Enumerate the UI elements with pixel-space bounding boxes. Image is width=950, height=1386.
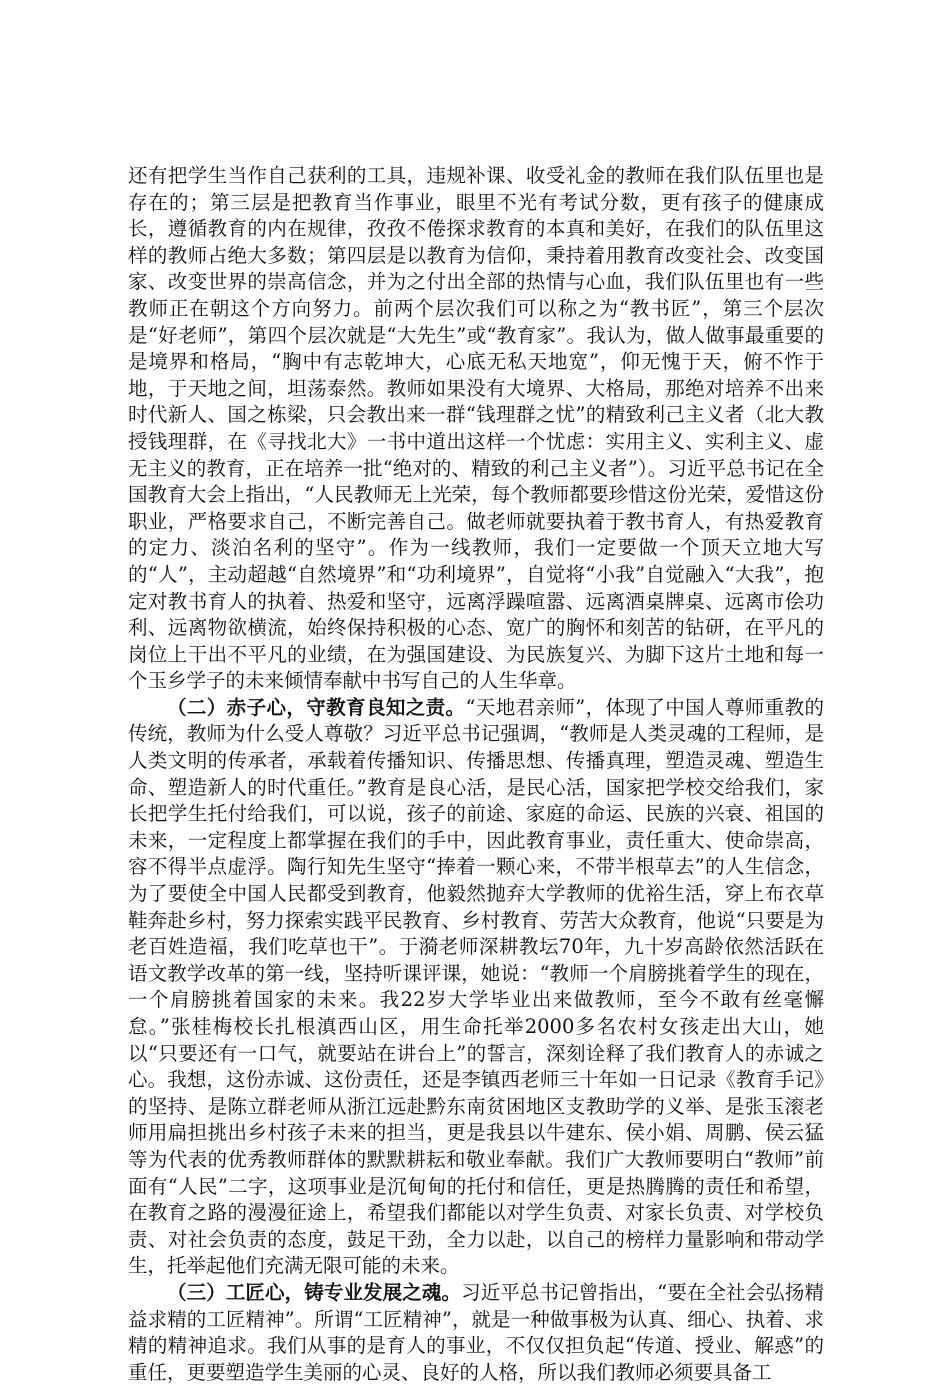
section-heading-3: （三）工匠心，铸专业发展之魂。 [167, 1280, 462, 1304]
paragraph-1-text: 还有把学生当作自己获利的工具，违规补课、收受礼金的教师在我们队伍里也是存在的；第三层是把教育当作事业，眼里不光有考试分数，更有孩子的健康成长，遵循教育的内在规律，孜孜不倦探求教育的本真和美好，在我们的队伍里这样的教师占绝大多数；第四层是以教育为信仰，秉持着用教育改变社会、改变国家、改变世界的崇高信念，并为之付出全部的热情与心血，我们队伍里也有一些教师正在朝这个方向努力。前两个层次我们可以称之为“教书匠”，第三个层次是“好老师”，第四个层次就是“大先生”或“教育家”。我认为，做人做事最重要的是境界和格局，“胸中有志乾坤大，心底无私天地宽”，仰无愧于天，俯不怍于地，于天地之间，坦荡泰然。教师如果没有大境界、大格局，那绝对培养不出来时代新人、国之栋梁，只会教出来一群“钱理群之忧”的精致利己主义者（北大教授钱理群，在《寻找北大》一书中道出这样一个忧虑：实用主义、实利主义、虚无主义的教育，正在培养一批“绝对的、精致的利己主义者”）。习近平总书记在全国教育大会上指出，“人民教师无上光荣，每个教师都要珍惜这份光荣，爱惜这份职业，严格要求自己，不断完善自己。做老师就要执着于教书育人，有热爱教育的定力、淡泊名利的坚守”。作为一线教师，我们一定要做一个顶天立地大写的“人”，主动超越“自然境界”和“功利境界”，自觉将“小我”自觉融入“大我”，抱定对教书育人的执着、热爱和坚守，远离浮躁喧嚣、远离酒桌牌桌、远离市侩功利、远离物欲横流，始终保持积极的心态、宽广的胸怀和刻苦的钻研，在平凡的岗位上干出不平凡的业绩，在为强国建设、为民族复兴、为脚下这片土地和每一个玉乡学子的未来倾情奉献中书写自己的人生华章。 [128, 164, 824, 693]
section-heading-2: （二）赤子心，守教育良知之责。 [167, 695, 466, 719]
paragraph-2-text: “天地君亲师”，体现了中国人尊师重教的传统，教师为什么受人尊敬？习近平总书记强调，“教师是人类灵魂的工程师，是人类文明的传承者，承载着传播知识、传播思想、传播真理，塑造灵魂、塑造生命、塑造新人的时代重任。”教育是良心活，是民心活，国家把学校交给我们，家长把学生托付给我们，可以说，孩子的前途、家庭的命运、民族的兴衰、祖国的未来，一定程度上都掌握在我们的手中，因此教育事业，责任重大、使命崇高，容不得半点虚浮。陶行知先生坚守“捧着一颗心来，不带半根草去”的人生信念，为了要使全中国人民都受到教育，他毅然抛弃大学教师的优裕生活，穿上布衣草鞋奔赴乡村，努力探索实践平民教育、乡村教育、劳苦大众教育，他说“只要是为老百姓造福，我们吃草也干”。于漪老师深耕教坛70年，九十岁高龄依然活跃在语文教学改革的第一线，坚持听课评课，她说：“教师一个肩膀挑着学生的现在，一个肩膀挑着国家的未来。我22岁大学毕业出来做教师，至今不敢有丝毫懈怠。”张桂梅校长扎根滇西山区，用生命托举2000多名农村女孩走出大山，她以“只要还有一口气，就要站在讲台上”的誓言，深刻诠释了我们教育人的赤诚之心。我想，这份赤诚、这份责任，还是李镇西老师三十年如一日记录《教育手记》的坚持、是陈立群老师从浙江远赴黔东南贫困地区支教助学的义举、是张玉滚老师用扁担挑出乡村孩子未来的担当，更是我县以牛建东、侯小娟、周鹏、侯云猛等为代表的优秀教师群体的默默耕耘和敬业奉献。我们广大教师要明白“教师”前面有“人民”二字，这项事业是沉甸甸的托付和信任，更是热腾腾的责任和希望，在教育之路的漫漫征途上，希望我们都能以对学生负责、对家长负责、对学校负责、对社会负责的态度，鼓足干劲，全力以赴，以自己的榜样力量影响和带动学生，托举起他们充满无限可能的未来。 [128, 695, 824, 1278]
paragraph-3 [128, 1280, 824, 1386]
paragraph-1 [128, 163, 824, 695]
paragraph-3-text: 习近平总书记曾指出，“要在全社会弘扬精益求精的工匠精神”。所谓“工匠精神”，就是一种做事极为认真、细心、执着、求精的精神追求。我们从事的是育人的事业，不仅仅担负起“传道、授业、解惑”的重任，更要塑造学生美丽的心灵、良好的人格，所以我们教师必须要具备工 [128, 1280, 824, 1384]
paragraph-2 [128, 695, 824, 1280]
document-body [128, 163, 824, 1386]
